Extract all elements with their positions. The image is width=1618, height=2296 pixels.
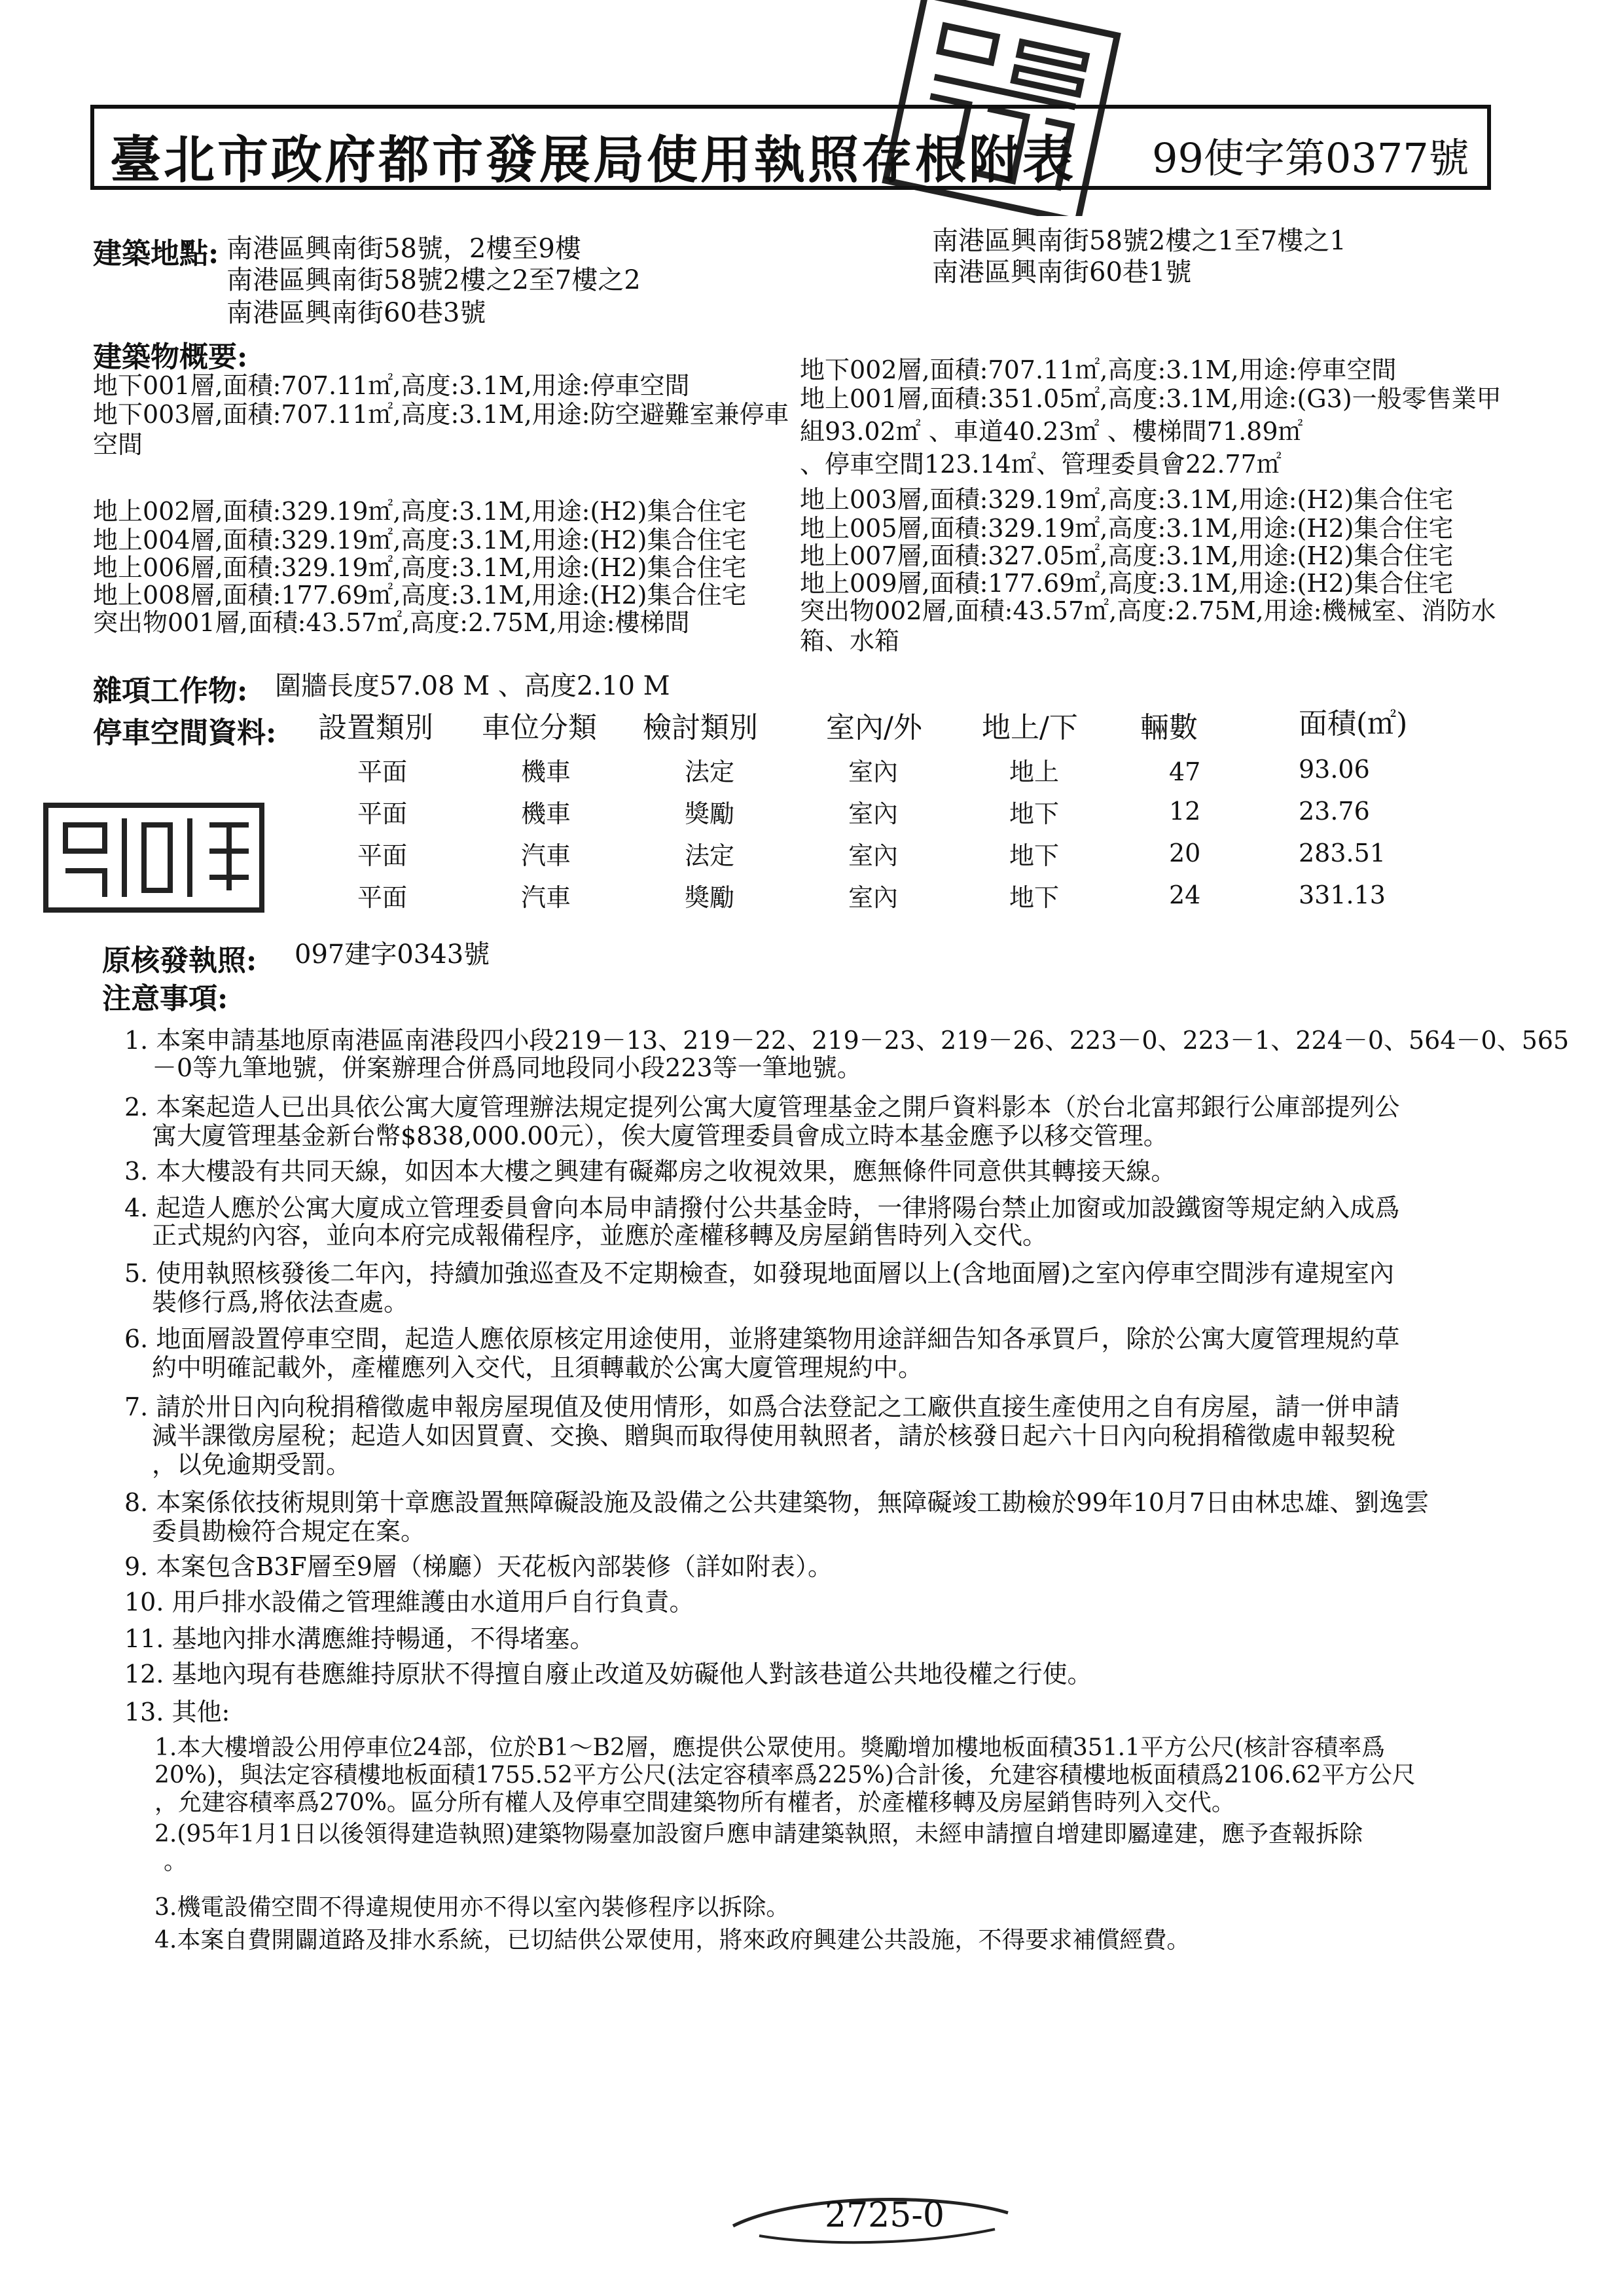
note-line: －0等九筆地號，併案辦理合併爲同地段同小段223等一筆地號。 bbox=[152, 1053, 862, 1082]
address-line: 南港區興南街60巷3號 bbox=[226, 298, 486, 328]
parking-header-indoor: 室內/外 bbox=[826, 711, 922, 744]
parking-header-area: 面積(㎡) bbox=[1299, 707, 1408, 740]
note-line: 減半課徵房屋稅；起造人如因買賣、交換、贈與而取得使用執照者，請於核發日起六十日內向稅捐稽徵處申報契稅 bbox=[152, 1421, 1396, 1450]
cell-review: 法定 bbox=[685, 757, 735, 786]
overview-item: 地下003層,面積:707.11㎡,高度:3.1M,用途:防空避難室兼停車 bbox=[93, 400, 789, 429]
cell-level: 地下 bbox=[1009, 799, 1060, 828]
overview-item: 組93.02㎡ 、車道40.23㎡ 、樓梯間71.89㎡ bbox=[800, 417, 1303, 446]
address-line: 南港區興南街58號，2樓至9樓 bbox=[226, 234, 581, 264]
cell-count: 20 bbox=[1169, 839, 1201, 867]
overview-item: 空間 bbox=[93, 430, 143, 459]
cell-area: 331.13 bbox=[1299, 881, 1386, 909]
overview-item: 突出物001層,面積:43.57㎡,高度:2.75M,用途:樓梯間 bbox=[93, 608, 690, 637]
note-line: 7. 請於卅日內向稅捐稽徵處申報房屋現值及使用情形，如爲合法登記之工廠供直接生產使用之自有房屋，請一併申請 bbox=[124, 1393, 1400, 1421]
note-sub-line: 4.本案自費開闢道路及排水系統，已切結供公眾使用，將來政府興建公共設施，不得要求補償經費。 bbox=[154, 1927, 1191, 1954]
overview-item: 地上006層,面積:329.19㎡,高度:3.1M,用途:(H2)集合住宅 bbox=[93, 553, 747, 582]
note-line: 寓大廈管理基金新台幣$838,000.00元），俟大廈管理委員會成立時本基金應予以移交管理。 bbox=[152, 1121, 1168, 1150]
overview-item: 箱、水箱 bbox=[800, 627, 900, 655]
permit-number: 99使字第0377號 bbox=[1152, 134, 1469, 182]
note-sub-line: 1.本大樓增設公用停車位24部，位於B1～B2層，應提供公眾使用。獎勵增加樓地板面積351.1平方公尺(核計容積率爲 bbox=[154, 1734, 1385, 1761]
note-line: 12. 基地內現有巷應維持原狀不得擅自廢止改道及妨礙他人對該巷道公共地役權之行使。 bbox=[124, 1660, 1092, 1688]
cell-indoor: 室內 bbox=[848, 757, 899, 786]
note-sub-line: 3.機電設備空間不得違規使用亦不得以室內裝修程序以拆除。 bbox=[154, 1894, 790, 1921]
cell-category: 汽車 bbox=[521, 883, 571, 912]
page-mark: 2725-0 bbox=[825, 2196, 944, 2235]
overview-item: 地上002層,面積:329.19㎡,高度:3.1M,用途:(H2)集合住宅 bbox=[93, 497, 747, 526]
note-line: 2. 本案起造人已出具依公寓大廈管理辦法規定提列公寓大廈管理基金之開戶資料影本（於台北富邦銀行公庫部提列公 bbox=[124, 1093, 1400, 1121]
parking-header-review: 檢討類別 bbox=[643, 711, 758, 744]
cell-indoor: 室內 bbox=[848, 799, 899, 828]
cell-type: 平面 bbox=[357, 841, 408, 870]
cell-category: 汽車 bbox=[521, 841, 571, 870]
document-title: 臺北市政府都市發展局使用執照存根附表 bbox=[110, 130, 1077, 190]
parking-header-level: 地上/下 bbox=[982, 711, 1078, 744]
cell-level: 地下 bbox=[1009, 841, 1060, 870]
cell-type: 平面 bbox=[357, 799, 408, 828]
note-line: 10. 用戶排水設備之管理維護由水道用戶自行負責。 bbox=[124, 1588, 694, 1616]
note-line: 5. 使用執照核發後二年內，持續加強巡查及不定期檢查，如發現地面層以上(含地面層)之室內停車空間涉有違規室內 bbox=[124, 1259, 1394, 1288]
overview-item: 地上003層,面積:329.19㎡,高度:3.1M,用途:(H2)集合住宅 bbox=[800, 485, 1454, 514]
note-sub-line: 2.(95年1月1日以後領得建造執照)建築物陽臺加設窗戶應申請建築執照，未經申請擅自增建即屬違建，應予查報拆除 bbox=[154, 1821, 1363, 1848]
cell-review: 獎勵 bbox=[685, 799, 735, 828]
cell-area: 283.51 bbox=[1299, 839, 1386, 867]
parking-header-count: 輛數 bbox=[1140, 711, 1198, 744]
cell-category: 機車 bbox=[521, 757, 571, 786]
address-label: 建築地點: bbox=[93, 237, 219, 270]
cell-type: 平面 bbox=[357, 757, 408, 786]
note-sub-line: 20%)，與法定容積樓地板面積1755.52平方公尺(法定容積率爲225%)合計後，允建容積樓地板面積爲2106.62平方公尺 bbox=[154, 1762, 1416, 1789]
parking-label: 停車空間資料: bbox=[93, 716, 277, 750]
note-line: 8. 本案係依技術規則第十章應設置無障礙設施及設備之公共建築物，無障礙竣工勘檢於99年10月7日由林忠雄、劉逸雲 bbox=[124, 1488, 1429, 1517]
cell-indoor: 室內 bbox=[848, 883, 899, 912]
note-line: 委員勘檢符合規定在案。 bbox=[152, 1517, 426, 1546]
parking-header-category: 車位分類 bbox=[482, 711, 597, 744]
overview-item: 地上008層,面積:177.69㎡,高度:3.1M,用途:(H2)集合住宅 bbox=[93, 581, 747, 610]
overview-item: 地上004層,面積:329.19㎡,高度:3.1M,用途:(H2)集合住宅 bbox=[93, 526, 747, 555]
note-line: 6. 地面層設置停車空間，起造人應依原核定用途使用，並將建築物用途詳細告知各承買戶，除於公寓大廈管理規約草 bbox=[124, 1324, 1400, 1353]
cell-category: 機車 bbox=[521, 799, 571, 828]
cell-count: 12 bbox=[1169, 797, 1201, 826]
address-line: 南港區興南街58號2樓之2至7樓之2 bbox=[226, 265, 641, 295]
cell-indoor: 室內 bbox=[848, 841, 899, 870]
overview-item: 地下001層,面積:707.11㎡,高度:3.1M,用途:停車空間 bbox=[93, 371, 690, 400]
misc-works-value: 圍牆長度57.08 M 、高度2.10 M bbox=[275, 671, 670, 701]
overview-item: 地上005層,面積:329.19㎡,高度:3.1M,用途:(H2)集合住宅 bbox=[800, 514, 1454, 543]
cell-count: 24 bbox=[1169, 881, 1201, 909]
official-seal-left bbox=[39, 799, 275, 917]
cell-level: 地上 bbox=[1009, 757, 1060, 786]
cell-count: 47 bbox=[1169, 757, 1201, 786]
overview-item: 突出物002層,面積:43.57㎡,高度:2.75M,用途:機械室、消防水 bbox=[800, 596, 1496, 625]
cell-review: 獎勵 bbox=[685, 883, 735, 912]
note-line: 約中明確記載外，產權應列入交代，且須轉載於公寓大廈管理規約中。 bbox=[152, 1353, 924, 1382]
cell-review: 法定 bbox=[685, 841, 735, 870]
cell-type: 平面 bbox=[357, 883, 408, 912]
note-line: 9. 本案包含B3F層至9層（梯廳）天花板內部裝修（詳如附表）。 bbox=[124, 1552, 833, 1581]
notes-label: 注意事項: bbox=[102, 982, 228, 1015]
overview-item: 地上009層,面積:177.69㎡,高度:3.1M,用途:(H2)集合住宅 bbox=[800, 569, 1454, 598]
note-line: 裝修行爲,將依法查處。 bbox=[152, 1288, 409, 1317]
overview-item: 地下002層,面積:707.11㎡,高度:3.1M,用途:停車空間 bbox=[800, 355, 1397, 384]
address-line: 南港區興南街58號2樓之1至7樓之1 bbox=[932, 226, 1346, 256]
misc-works-label: 雜項工作物: bbox=[93, 674, 248, 708]
note-line: 正式規約內容，並向本府完成報備程序，並應於產權移轉及房屋銷售時列入交代。 bbox=[152, 1221, 1048, 1250]
original-permit-value: 097建字0343號 bbox=[295, 939, 490, 970]
address-line: 南港區興南街60巷1號 bbox=[932, 257, 1192, 287]
note-sub-line: 。 bbox=[164, 1848, 188, 1875]
note-line: 4. 起造人應於公寓大廈成立管理委員會向本局申請撥付公共基金時，一律將陽台禁止加窗或加設鐵窗等規定納入成爲 bbox=[124, 1194, 1400, 1222]
overview-item: 地上001層,面積:351.05㎡,高度:3.1M,用途:(G3)一般零售業甲 bbox=[800, 384, 1501, 413]
cell-level: 地下 bbox=[1009, 883, 1060, 912]
original-permit-label: 原核發執照: bbox=[102, 944, 257, 977]
note-line: 11. 基地內排水溝應維持暢通，不得堵塞。 bbox=[124, 1624, 595, 1653]
note-line: 3. 本大樓設有共同天線，如因本大樓之興建有礙鄰房之收視效果，應無條件同意供其轉接天線。 bbox=[124, 1157, 1176, 1186]
overview-item: 、停車空間123.14㎡、管理委員會22.77㎡ bbox=[800, 450, 1282, 479]
note-sub-line: ，允建容積率爲270%。區分所有權人及停車空間建築物所有權者，於產權移轉及房屋銷售時列入交代。 bbox=[154, 1789, 1235, 1816]
note-line: 13. 其他: bbox=[124, 1698, 230, 1726]
note-line: ，以免逾期受罰。 bbox=[152, 1450, 351, 1479]
note-line: 1. 本案申請基地原南港區南港段四小段219－13、219－22、219－23、219－26、223－0、223－1、224－0、564－0、565 bbox=[124, 1026, 1570, 1055]
overview-label: 建築物概要: bbox=[93, 340, 248, 374]
cell-area: 93.06 bbox=[1299, 755, 1370, 784]
cell-area: 23.76 bbox=[1299, 797, 1370, 826]
parking-header-type: 設置類別 bbox=[318, 711, 433, 744]
overview-item: 地上007層,面積:327.05㎡,高度:3.1M,用途:(H2)集合住宅 bbox=[800, 541, 1454, 570]
